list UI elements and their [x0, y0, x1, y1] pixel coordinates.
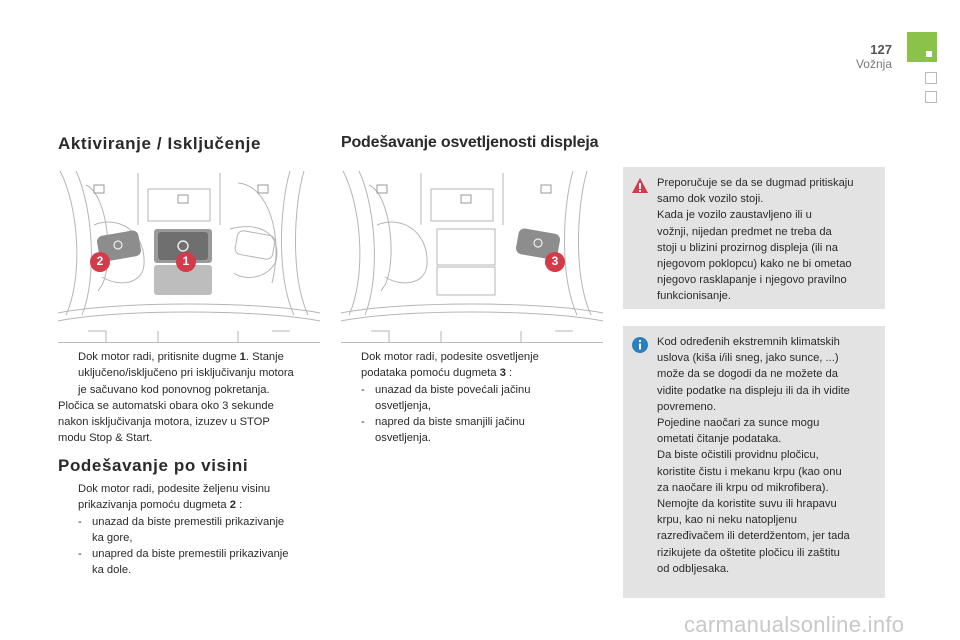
height-text	[58, 481, 320, 579]
text-line: Kod određenih ekstremnih klimatskih	[657, 336, 840, 348]
button-ref: 1	[239, 351, 246, 363]
text-line: Pojedine naočari za sunce mogu	[657, 417, 820, 430]
text-line: nakon isključivanja motora, izuzev u STOP	[58, 416, 270, 429]
text-line: funkcionisanje.	[657, 290, 732, 303]
warning-text	[657, 175, 881, 305]
dash: -	[361, 383, 365, 396]
controls-illustration-left	[58, 165, 320, 343]
text-line: povremeno.	[657, 400, 717, 413]
section-title-brightness: Podešavanje osvetljenosti displeja	[341, 134, 599, 151]
section-name: Vožnja	[855, 57, 892, 71]
text-line: Dok motor radi, pritisnite dugme	[78, 351, 240, 363]
text-line: njegovom poklopcu) kako ne bi ometao	[657, 258, 852, 271]
text-line: krpu, kao ni neku natopljenu	[657, 514, 797, 527]
section-title-activate: Aktiviranje / Isključenje	[58, 134, 262, 153]
text-line: osvetljenja,	[375, 399, 431, 412]
text-line: stoji u blizini prozirnog displeja (ili na	[657, 241, 838, 254]
text-line: osvetljenja.	[375, 432, 431, 445]
text-line: Pločica se automatski obara oko 3 sekunde	[58, 399, 274, 412]
text-line: razređivačem ili deterdžentom, jer tada	[657, 530, 850, 543]
text-line: njegovo rasklapanje i njegovo pravilno	[657, 274, 847, 287]
chapter-tab	[907, 32, 937, 62]
text-line: Dok motor radi, podesite osvetljenje	[361, 351, 539, 363]
text-line: modu Stop & Start.	[58, 432, 153, 445]
section-title-height: Podešavanje po visini	[58, 456, 249, 475]
activate-text	[58, 349, 320, 447]
text-line: uslova (kiša i/ili sneg, jako sunce, ...)	[657, 352, 839, 365]
warning-icon	[631, 177, 649, 195]
text-line: vožnji, nijedan predmet ne treba da	[657, 225, 832, 238]
warning-note	[623, 167, 885, 309]
dash: -	[78, 548, 82, 561]
divider	[341, 342, 603, 343]
button-ref: 2	[229, 499, 236, 512]
chapter-tab-box	[925, 91, 937, 103]
text-line: samo dok vozilo stoji.	[657, 193, 764, 206]
text-line: prikazivanja pomoću dugmeta	[78, 499, 230, 512]
text-line: podataka pomoću dugmeta	[361, 367, 500, 380]
text-line: Nemojte da koristite suvu ili hrapavu	[657, 498, 837, 511]
brightness-text	[341, 349, 603, 447]
info-icon	[631, 336, 649, 354]
dash: -	[361, 416, 365, 429]
text-line: je sačuvano kod ponovnog pokretanja.	[78, 383, 270, 396]
text-line: od odbljesaka.	[657, 562, 730, 575]
text-line: ometati čitanje podataka.	[657, 433, 782, 446]
page-number: 127	[870, 42, 892, 57]
text-line: ka gore,	[92, 531, 133, 544]
text-line: :	[505, 367, 513, 380]
badge-label-1: 1	[182, 254, 190, 268]
watermark: carmanualsonline.info	[684, 612, 905, 637]
text-line: vidite podatke na displeju ili da ih vidite	[657, 384, 850, 397]
text-line: Kada je vozilo zaustavljeno ili u	[657, 209, 812, 222]
text-line: koristite čistu i mekanu krpu (kao onu	[657, 465, 842, 478]
text-line: uključeno/isključeno pri isključivanju motora	[78, 367, 294, 380]
divider	[58, 342, 320, 343]
text-line: unapred da biste premestili prikazivanje	[92, 548, 289, 561]
chapter-tab-box	[925, 72, 937, 84]
text-line: ka dole.	[92, 564, 132, 577]
badge-label-2: 2	[96, 254, 104, 268]
text-line: napred da biste smanjili jačinu	[375, 416, 525, 429]
dash: -	[78, 515, 82, 528]
text-line: Da biste očistili providnu pločicu,	[657, 449, 819, 462]
text-line: za naočare ili krpu od mikrofibera).	[657, 481, 829, 494]
text-line: rizikujete da oštetite pločicu ili zaštitu	[657, 546, 840, 559]
text-line: unazad da biste povećali jačinu	[375, 383, 531, 396]
info-note	[623, 326, 885, 598]
text-line: :	[235, 499, 243, 512]
text-line: Preporučuje se da se dugmad pritiskaju	[657, 177, 854, 189]
text-line: Dok motor radi, podesite željenu visinu	[78, 483, 271, 495]
text-line: može da se dogodi da ne možete da	[657, 368, 838, 381]
info-text	[657, 334, 881, 577]
controls-illustration-right	[341, 165, 603, 343]
badge-label-3: 3	[551, 254, 559, 268]
text-line: . Stanje	[245, 351, 284, 363]
text-line: unazad da biste premestili prikazivanje	[92, 515, 285, 528]
button-ref: 3	[499, 367, 506, 380]
